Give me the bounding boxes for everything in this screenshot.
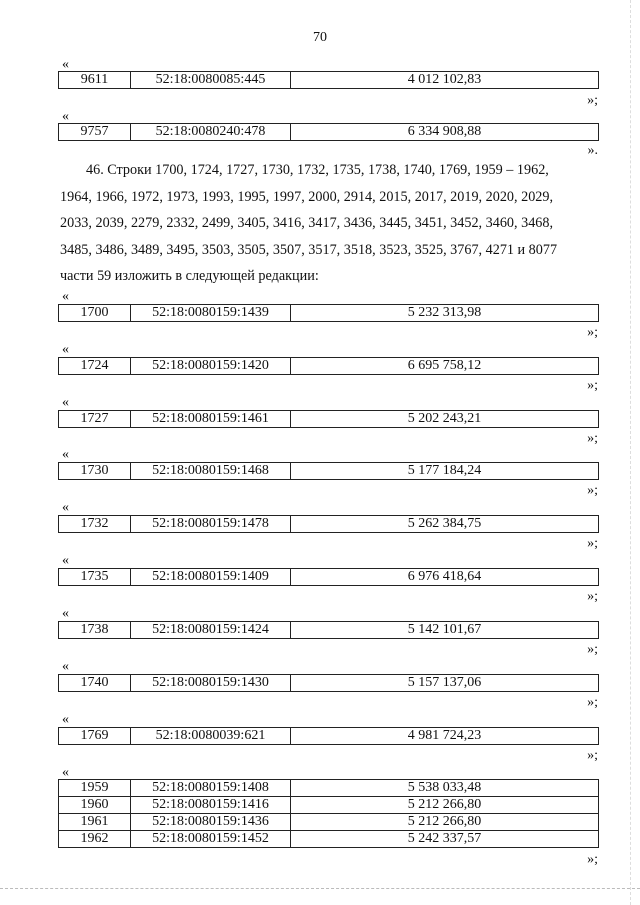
row-number: 1724 bbox=[59, 358, 131, 375]
table-row bbox=[59, 780, 599, 797]
cadastral-value: 5 538 033,48 bbox=[291, 780, 599, 797]
record-table bbox=[58, 515, 599, 533]
table-row bbox=[59, 622, 599, 639]
quote-open: « bbox=[62, 447, 69, 462]
row-number: 1700 bbox=[59, 305, 131, 322]
table-row bbox=[59, 411, 599, 428]
record-table bbox=[58, 71, 599, 89]
row-number: 1738 bbox=[59, 622, 131, 639]
record-table bbox=[58, 304, 599, 322]
quote-open: « bbox=[62, 395, 69, 410]
cadastral-number: 52:18:0080159:1461 bbox=[131, 411, 291, 428]
scan-edge-bottom bbox=[0, 888, 640, 889]
table-row bbox=[59, 569, 599, 586]
cadastral-value: 6 976 418,64 bbox=[291, 569, 599, 586]
cadastral-value: 5 232 313,98 bbox=[291, 305, 599, 322]
cadastral-number: 52:18:0080159:1468 bbox=[131, 463, 291, 480]
table-row bbox=[59, 516, 599, 533]
row-number: 1962 bbox=[59, 831, 131, 848]
table-row bbox=[59, 797, 599, 814]
paragraph-line: 1964, 1966, 1972, 1973, 1993, 1995, 1997, 2000, 2914, 2015, 2017, 2019, 2020, 2029, bbox=[60, 188, 554, 205]
quote-open: « bbox=[62, 289, 69, 304]
cadastral-number: 52:18:0080159:1436 bbox=[131, 814, 291, 831]
quote-close: »; bbox=[587, 93, 598, 108]
cadastral-number: 52:18:0080159:1409 bbox=[131, 569, 291, 586]
quote-open: « bbox=[62, 659, 69, 674]
row-number: 1727 bbox=[59, 411, 131, 428]
quote-close: »; bbox=[587, 642, 598, 657]
paragraph-line: 3485, 3486, 3489, 3495, 3503, 3505, 3507, 3517, 3518, 3523, 3525, 3767, 4271 и 8077 bbox=[60, 241, 558, 258]
quote-open: « bbox=[62, 712, 69, 727]
cadastral-value: 4 012 102,83 bbox=[291, 72, 599, 89]
quote-open: « bbox=[62, 109, 69, 124]
row-number: 9757 bbox=[59, 124, 131, 141]
cadastral-value: 5 177 184,24 bbox=[291, 463, 599, 480]
cadastral-value: 5 212 266,80 bbox=[291, 814, 599, 831]
cadastral-number: 52:18:0080159:1430 bbox=[131, 675, 291, 692]
cadastral-number: 52:18:0080085:445 bbox=[131, 72, 291, 89]
row-number: 9611 bbox=[59, 72, 131, 89]
cadastral-number: 52:18:0080159:1439 bbox=[131, 305, 291, 322]
record-table bbox=[58, 568, 599, 586]
table-row bbox=[59, 814, 599, 831]
table-row bbox=[59, 358, 599, 375]
cadastral-number: 52:18:0080039:621 bbox=[131, 728, 291, 745]
quote-open: « bbox=[62, 765, 69, 780]
amendment-paragraph bbox=[60, 157, 600, 290]
quote-close: »; bbox=[587, 748, 598, 763]
record-table bbox=[58, 410, 599, 428]
scan-edge-right bbox=[630, 0, 631, 905]
row-number: 1740 bbox=[59, 675, 131, 692]
row-number: 1730 bbox=[59, 463, 131, 480]
cadastral-value: 4 981 724,23 bbox=[291, 728, 599, 745]
table-row bbox=[59, 831, 599, 848]
quote-close: ». bbox=[587, 143, 598, 158]
cadastral-number: 52:18:0080159:1424 bbox=[131, 622, 291, 639]
row-number: 1735 bbox=[59, 569, 131, 586]
cadastral-value: 6 334 908,88 bbox=[291, 124, 599, 141]
table-row bbox=[59, 675, 599, 692]
row-number: 1769 bbox=[59, 728, 131, 745]
quote-close: »; bbox=[587, 483, 598, 498]
cadastral-number: 52:18:0080240:478 bbox=[131, 124, 291, 141]
row-number: 1960 bbox=[59, 797, 131, 814]
row-number: 1961 bbox=[59, 814, 131, 831]
page-number: 70 bbox=[313, 30, 327, 45]
row-number: 1732 bbox=[59, 516, 131, 533]
cadastral-value: 5 202 243,21 bbox=[291, 411, 599, 428]
cadastral-number: 52:18:0080159:1416 bbox=[131, 797, 291, 814]
quote-close: »; bbox=[587, 589, 598, 604]
quote-open: « bbox=[62, 500, 69, 515]
quote-close: »; bbox=[587, 325, 598, 340]
record-table bbox=[58, 779, 599, 848]
quote-close: »; bbox=[587, 695, 598, 710]
quote-close: »; bbox=[587, 536, 598, 551]
quote-close: »; bbox=[587, 852, 598, 867]
cadastral-value: 6 695 758,12 bbox=[291, 358, 599, 375]
record-table bbox=[58, 357, 599, 375]
quote-open: « bbox=[62, 57, 69, 72]
record-table bbox=[58, 674, 599, 692]
cadastral-number: 52:18:0080159:1420 bbox=[131, 358, 291, 375]
paragraph-line: части 59 изложить в следующей редакции: bbox=[60, 268, 319, 284]
table-row bbox=[59, 72, 599, 89]
record-table bbox=[58, 462, 599, 480]
cadastral-number: 52:18:0080159:1452 bbox=[131, 831, 291, 848]
cadastral-value: 5 262 384,75 bbox=[291, 516, 599, 533]
row-number: 1959 bbox=[59, 780, 131, 797]
cadastral-number: 52:18:0080159:1408 bbox=[131, 780, 291, 797]
cadastral-value: 5 242 337,57 bbox=[291, 831, 599, 848]
quote-close: »; bbox=[587, 378, 598, 393]
cadastral-value: 5 157 137,06 bbox=[291, 675, 599, 692]
quote-open: « bbox=[62, 342, 69, 357]
record-table bbox=[58, 727, 599, 745]
quote-close: »; bbox=[587, 431, 598, 446]
cadastral-value: 5 142 101,67 bbox=[291, 622, 599, 639]
table-row bbox=[59, 463, 599, 480]
record-table bbox=[58, 123, 599, 141]
cadastral-value: 5 212 266,80 bbox=[291, 797, 599, 814]
record-table bbox=[58, 621, 599, 639]
cadastral-number: 52:18:0080159:1478 bbox=[131, 516, 291, 533]
paragraph-line: 2033, 2039, 2279, 2332, 2499, 3405, 3416, 3417, 3436, 3445, 3451, 3452, 3460, 3468, bbox=[60, 215, 554, 231]
table-row bbox=[59, 728, 599, 745]
quote-open: « bbox=[62, 606, 69, 621]
quote-open: « bbox=[62, 553, 69, 568]
table-row bbox=[59, 124, 599, 141]
paragraph-line: 46. Строки 1700, 1724, 1727, 1730, 1732, 1735, 1738, 1740, 1769, 1959 – 1962, bbox=[86, 162, 549, 178]
table-row bbox=[59, 305, 599, 322]
